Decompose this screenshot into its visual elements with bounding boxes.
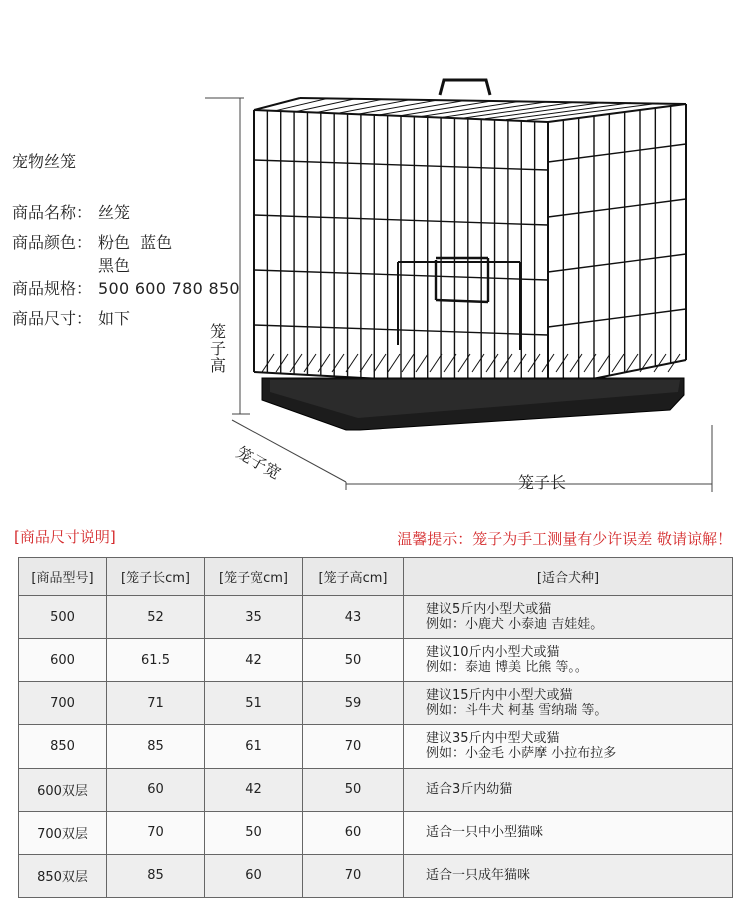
dog-advice: 建议10斤内小型犬或猫 xyxy=(426,645,560,661)
cell-width: 61 xyxy=(205,725,303,768)
cell-width: 51 xyxy=(205,682,303,725)
size-table xyxy=(18,557,733,898)
cell-height: 43 xyxy=(303,596,404,639)
cell-width: 60 xyxy=(205,854,303,897)
cell-height: 50 xyxy=(303,639,404,682)
product-color-value-2: 黑色 xyxy=(98,256,131,275)
cell-height: 60 xyxy=(303,811,404,854)
cell-width: 35 xyxy=(205,596,303,639)
cell-dog-type xyxy=(404,596,733,639)
cell-height: 59 xyxy=(303,682,404,725)
dog-examples: 例如：小金毛 小萨摩 小拉布拉多 xyxy=(426,746,617,762)
cell-model: 850 xyxy=(19,725,107,768)
header-model: [商品型号] xyxy=(19,558,107,596)
cell-length: 70 xyxy=(107,811,205,854)
table-row xyxy=(19,811,733,854)
table-header-row xyxy=(19,558,733,596)
cell-length: 71 xyxy=(107,682,205,725)
product-name-value: 丝笼 xyxy=(98,203,131,222)
cage-handle-icon xyxy=(440,80,490,95)
header-height: [笼子高cm] xyxy=(303,558,404,596)
product-spec-label: 商品规格： xyxy=(12,279,93,298)
dog-examples: 例如：小鹿犬 小泰迪 吉娃娃。 xyxy=(426,617,604,633)
product-size-label: 商品尺寸： xyxy=(12,309,93,328)
measurement-tip: 温馨提示：笼子为手工测量有少许误差 敬请谅解！ xyxy=(397,530,732,548)
product-color-value-1: 粉色 蓝色 xyxy=(98,233,173,252)
cell-length: 85 xyxy=(107,854,205,897)
product-name-label: 商品名称： xyxy=(12,203,93,222)
cage-height-label: 笼子高 xyxy=(209,322,226,375)
cell-model: 850双层 xyxy=(19,854,107,897)
dog-examples: 例如：泰迪 博美 比熊 等。。 xyxy=(426,660,588,676)
dog-advice: 建议5斤内小型犬或猫 xyxy=(426,602,552,618)
cell-length: 52 xyxy=(107,596,205,639)
table-row xyxy=(19,639,733,682)
cell-height: 70 xyxy=(303,725,404,768)
header-length: [笼子长cm] xyxy=(107,558,205,596)
table-row xyxy=(19,854,733,897)
cell-dog-type: 适合一只中小型猫咪 xyxy=(404,811,733,854)
header-dog-type: [适合犬种] xyxy=(404,558,733,596)
cell-height: 50 xyxy=(303,768,404,811)
cell-model: 700双层 xyxy=(19,811,107,854)
cell-width: 50 xyxy=(205,811,303,854)
dog-examples: 例如：斗牛犬 柯基 雪纳瑞 等。 xyxy=(426,703,608,719)
product-spec-value: 500 600 780 850 xyxy=(98,279,240,298)
cell-dog-type: 适合一只成年猫咪 xyxy=(404,854,733,897)
cell-dog-type xyxy=(404,682,733,725)
table-row xyxy=(19,725,733,768)
cage-width-label: 笼子宽 xyxy=(233,442,285,484)
cell-length: 60 xyxy=(107,768,205,811)
header-width: [笼子宽cm] xyxy=(205,558,303,596)
cell-width: 42 xyxy=(205,639,303,682)
product-title: 宠物丝笼 xyxy=(12,152,77,171)
size-section-heading: [商品尺寸说明] xyxy=(14,528,116,546)
cell-model: 600 xyxy=(19,639,107,682)
dog-advice: 建议15斤内中小型犬或猫 xyxy=(426,688,573,704)
cage-frame xyxy=(254,98,686,388)
table-row xyxy=(19,682,733,725)
cell-model: 700 xyxy=(19,682,107,725)
product-color-label: 商品颜色： xyxy=(12,233,93,252)
product-size-value: 如下 xyxy=(98,309,131,328)
cell-model: 500 xyxy=(19,596,107,639)
cage-tray xyxy=(262,378,684,430)
table-row xyxy=(19,596,733,639)
table-row xyxy=(19,768,733,811)
cell-height: 70 xyxy=(303,854,404,897)
dog-advice: 建议35斤内中型犬或猫 xyxy=(426,731,560,747)
cell-width: 42 xyxy=(205,768,303,811)
cell-dog-type: 适合3斤内幼猫 xyxy=(404,768,733,811)
cell-length: 61.5 xyxy=(107,639,205,682)
cell-dog-type xyxy=(404,639,733,682)
cell-model: 600双层 xyxy=(19,768,107,811)
cell-dog-type xyxy=(404,725,733,768)
cell-length: 85 xyxy=(107,725,205,768)
cage-length-label: 笼子长 xyxy=(518,473,567,492)
